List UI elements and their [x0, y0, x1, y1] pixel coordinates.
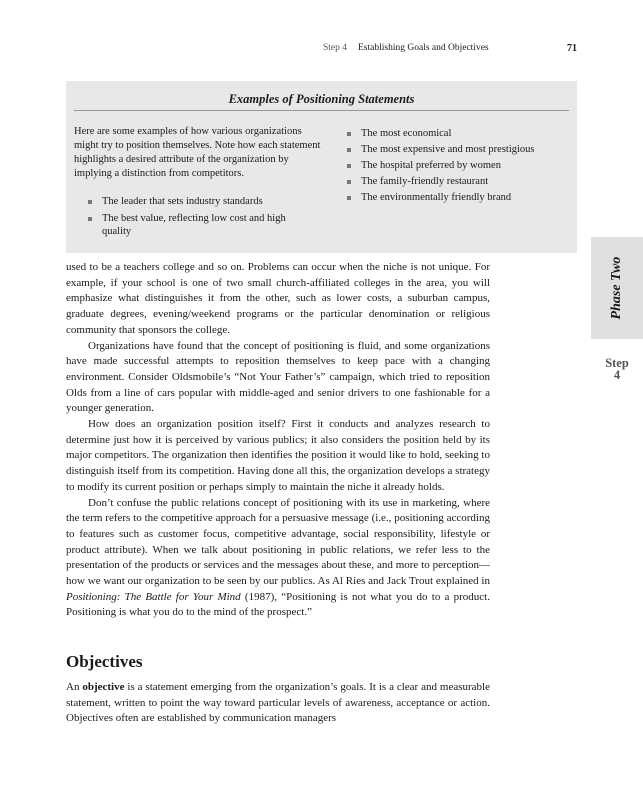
list-item [347, 175, 572, 189]
list-item [347, 127, 572, 141]
paragraph: used to be a teachers college and so on. Problems can occur when the niche is not unique. For example, if your school is one of two small church-affiliated colleges in the area, you will emphasize what distinguishes it from the other, such as lower costs, a suburban campus, graduate degrees, evening/weekend programs or the particular denomination or religious community that sponsors the college. [66, 261, 490, 336]
box-title: Examples of Positioning Statements [228, 92, 415, 106]
list-item-text: The family-friendly restaurant [361, 176, 489, 187]
list-item [347, 143, 572, 157]
square-bullet-icon [347, 132, 351, 136]
box-divider [74, 110, 569, 111]
header-step: Step 4 [323, 43, 348, 53]
box-intro: Here are some examples of how various organizations might try to position themselves. Note how each statement highlights a desired attribute of the organization by implying a distinction from competitors. [74, 126, 321, 179]
section-heading: Objectives [66, 652, 143, 671]
list-item-text: The best value, reflecting low cost and high quality [102, 212, 286, 237]
step-number: 4 [613, 368, 621, 382]
list-item-text: The leader that sets industry standards [102, 196, 263, 207]
square-bullet-icon [88, 200, 92, 204]
square-bullet-icon [347, 164, 351, 168]
square-bullet-icon [88, 217, 92, 221]
paragraph-text: (1987), “Positioning is not what you do to a product. Positioning is what you do to the mind of the prospect.” [66, 590, 490, 619]
list-item [88, 212, 288, 239]
positioning-examples-box [66, 81, 577, 253]
paragraph-text: is a statement emerging from the organization’s goals. It is a clear and measurable statement, written to point the way toward particular levels of awareness, acceptance or action. Objectives often are established by communication managers [66, 681, 490, 725]
left-example-list [88, 195, 288, 242]
key-term: objective [82, 681, 125, 693]
paragraph: How does an organization position itself? First it conducts and analyzes research to determine just how it is perceived by various publics; it also considers the position held by its major competitors. The organization then identifies the position it would like to hold, seeking to distinguish itself from its competition. Having done all this, the organization develops a strategy to modify its current position or perhaps simply to maintain the niche it already holds. [66, 418, 490, 493]
list-item-text: The environmentally friendly brand [361, 192, 512, 203]
body-text [66, 260, 490, 621]
list-item-text: The hospital preferred by women [361, 160, 501, 171]
paragraph-text: An [66, 681, 83, 693]
paragraph: Organizations have found that the concept of positioning is fluid, and some organizations have made successful attempts to reposition themselves to keep pace with a changing environment. Consider Oldsmobile’s “Not Your Father’s” campaign, which tried to reposition Olds from a line of cars popular with middle-aged and senior drivers to one fashionable for a younger generation. [66, 339, 490, 415]
page-number: 71 [567, 43, 577, 54]
list-item-text: The most expensive and most prestigious [361, 144, 535, 155]
objectives-paragraph [66, 680, 490, 727]
book-title: Positioning: The Battle for Your Mind [66, 590, 241, 603]
step-word: Step [605, 356, 629, 370]
header-chapter-title: Establishing Goals and Objectives [358, 43, 489, 53]
phase-tab [591, 237, 643, 339]
list-item-text: The most economical [361, 128, 452, 139]
square-bullet-icon [347, 148, 351, 152]
square-bullet-icon [347, 180, 351, 184]
list-item [347, 159, 572, 173]
step-tab-label [591, 357, 643, 381]
phase-label: Phase Two [609, 256, 624, 320]
right-example-list [347, 127, 572, 207]
paragraph-text: Don’t confuse the public relations concept of positioning with its use in marketing, where the term refers to the competitive approach for a persuasive message (i.e., positioning according to features such as customer focus, competitive advantage, social responsibility, lifestyle or product attribute). When we talk about positioning in public relations, we refer less to the presentation of the products or services and the messages about these, and more to perception—how we want our organization to be seen by our publics. As Al Ries and Jack Trout explained in [66, 496, 490, 588]
paragraph [66, 496, 490, 622]
square-bullet-icon [347, 196, 351, 200]
list-item [347, 191, 572, 205]
list-item [88, 195, 288, 209]
